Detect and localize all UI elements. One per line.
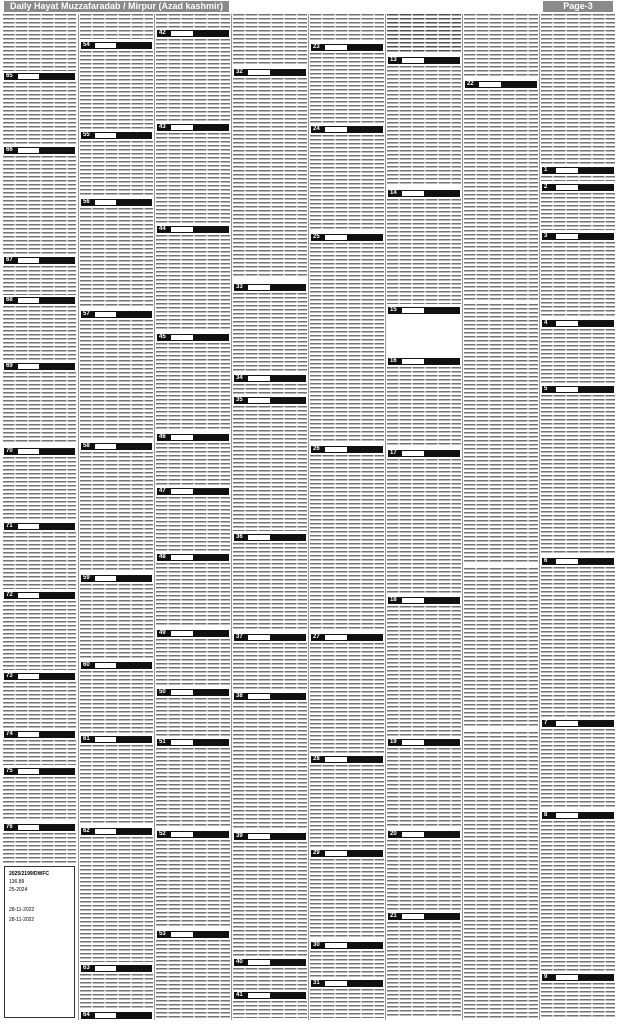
ad-number: 13 (390, 57, 397, 63)
ad-heading-bar (4, 257, 75, 264)
ad-heading-bar (311, 980, 383, 987)
ad-heading-bar (388, 358, 460, 365)
text-block (3, 82, 76, 144)
text-block (541, 567, 615, 717)
text-block (233, 293, 307, 373)
ad-heading-bar (157, 630, 229, 637)
text-block (156, 940, 230, 1018)
text-block (80, 974, 153, 1010)
ad-heading-bar (157, 434, 229, 441)
ad-number: 64 (83, 1012, 90, 1018)
text-block (310, 765, 384, 847)
ad-number: 56 (83, 199, 90, 205)
text-block (80, 141, 153, 196)
ad-heading-bar (157, 488, 229, 495)
column-4 (231, 14, 308, 1020)
ad-heading-bar (388, 307, 460, 314)
ad-heading-bar (81, 575, 152, 582)
ad-heading-bar (388, 450, 460, 457)
ad-number: 3 (544, 233, 548, 239)
notice-date: 25-2024 (9, 887, 28, 893)
ad-number: 53 (159, 931, 166, 937)
text-block (3, 306, 76, 360)
text-block (80, 745, 153, 825)
ad-number: 30 (313, 942, 320, 948)
text-block (3, 156, 76, 254)
text-block (156, 497, 230, 551)
notice-date: 28-11-2022 (9, 917, 35, 923)
ad-number: 22 (467, 81, 474, 87)
ad-number: 25 (313, 234, 320, 240)
ad-heading-bar (234, 397, 306, 404)
notice-amount: 136.89 (9, 879, 25, 885)
ad-heading-bar (4, 297, 75, 304)
ad-heading-bar (311, 756, 383, 763)
ad-heading-bar (157, 334, 229, 341)
ad-number: 69 (6, 363, 13, 369)
ad-number: 59 (83, 575, 90, 581)
text-block (233, 78, 307, 278)
ad-number: 42 (159, 30, 166, 36)
ad-heading-bar (234, 693, 306, 700)
ad-heading-bar (81, 1012, 152, 1019)
ad-number: 58 (83, 443, 90, 449)
text-block (541, 193, 615, 230)
text-block (387, 66, 461, 186)
text-block (233, 643, 307, 690)
text-block (464, 732, 538, 1018)
ad-heading-bar (542, 167, 614, 174)
ad-number: 18 (390, 597, 397, 603)
ad-heading-bar (542, 720, 614, 727)
text-block (3, 682, 76, 728)
column-5 (308, 14, 385, 1020)
text-block (310, 243, 384, 443)
text-block (464, 90, 538, 300)
text-block (541, 329, 615, 383)
ad-number: 5 (544, 386, 548, 392)
text-block (310, 643, 384, 753)
text-block (3, 740, 76, 765)
ad-heading-bar (81, 662, 152, 669)
page-number-label: Page-3 (543, 1, 613, 12)
ad-number: 41 (236, 992, 243, 998)
ad-number: 75 (6, 768, 13, 774)
column-3 (154, 14, 231, 1020)
ad-heading-bar (311, 234, 383, 241)
ad-heading-bar (388, 913, 460, 920)
ad-heading-bar (542, 812, 614, 819)
ad-number: 40 (236, 959, 243, 965)
text-block (3, 14, 76, 71)
text-block (156, 133, 230, 223)
text-block (310, 53, 384, 123)
text-block (541, 395, 615, 555)
ad-heading-bar (234, 284, 306, 291)
ad-heading-bar (4, 363, 75, 370)
ad-number: 20 (390, 831, 397, 837)
ad-heading-bar (234, 833, 306, 840)
ad-number: 55 (83, 132, 90, 138)
text-block (387, 606, 461, 736)
ad-number: 31 (313, 980, 320, 986)
text-block (80, 584, 153, 659)
ad-heading-bar (4, 73, 75, 80)
ad-heading-bar (4, 147, 75, 154)
ad-heading-bar (81, 199, 152, 206)
ad-heading-bar (542, 558, 614, 565)
ad-heading-bar (311, 126, 383, 133)
text-block (541, 821, 615, 971)
text-block (156, 14, 230, 28)
ad-number: 61 (83, 736, 90, 742)
ad-number: 27 (313, 634, 320, 640)
ad-heading-bar (234, 534, 306, 541)
notice-reference: 2025/2199/DWFC (9, 871, 50, 877)
ad-heading-bar (465, 81, 537, 88)
ad-number: 1 (544, 167, 548, 173)
ad-heading-bar (311, 634, 383, 641)
ad-number: 63 (83, 965, 90, 971)
ad-number: 76 (6, 824, 13, 830)
ad-number: 65 (6, 73, 13, 79)
ad-heading-bar (311, 44, 383, 51)
text-block (387, 748, 461, 828)
ad-number: 28 (313, 756, 320, 762)
ad-heading-bar (81, 132, 152, 139)
masthead: Daily Hayat Muzzafaradab / Mirpur (Azad kashmir) (4, 1, 229, 12)
text-block (156, 343, 230, 431)
ad-number: 51 (159, 739, 166, 745)
text-block (156, 748, 230, 828)
ad-number: 34 (236, 375, 243, 381)
text-block (387, 14, 461, 54)
ad-number: 52 (159, 831, 166, 837)
text-block (80, 51, 153, 129)
text-block (3, 372, 76, 444)
ad-number: 38 (236, 693, 243, 699)
ad-heading-bar (81, 42, 152, 49)
text-block (156, 698, 230, 736)
text-block (233, 1001, 307, 1018)
text-block (3, 532, 76, 589)
text-block (541, 242, 615, 317)
text-block (233, 384, 307, 394)
ad-heading-bar (157, 554, 229, 561)
ad-heading-bar (157, 831, 229, 838)
notice-date: 28-11-2022 (9, 907, 35, 913)
ad-number: 4 (544, 320, 548, 326)
ad-heading-bar (81, 311, 152, 318)
ad-number: 44 (159, 226, 166, 232)
ad-heading-bar (542, 974, 614, 981)
ad-number: 49 (159, 630, 166, 636)
ad-number: 29 (313, 850, 320, 856)
ad-heading-bar (542, 184, 614, 191)
column-6 (385, 14, 462, 1020)
ad-number: 62 (83, 828, 90, 834)
ad-number: 43 (159, 124, 166, 130)
text-block (80, 320, 153, 440)
ad-heading-bar (157, 689, 229, 696)
ad-heading-bar (4, 824, 75, 831)
ad-number: 70 (6, 448, 13, 454)
text-block (80, 208, 153, 308)
ad-heading-bar (542, 320, 614, 327)
ad-heading-bar (388, 739, 460, 746)
ad-number: 2 (544, 184, 548, 190)
text-block (3, 457, 76, 520)
column-7 (462, 14, 539, 1020)
ad-number: 21 (390, 913, 397, 919)
text-block (233, 14, 307, 66)
ad-number: 16 (390, 358, 397, 364)
ad-number: 68 (6, 297, 13, 303)
ad-heading-bar (311, 850, 383, 857)
text-block (310, 859, 384, 939)
text-block (464, 304, 538, 564)
text-block (310, 989, 384, 1018)
ad-number: 36 (236, 534, 243, 540)
ad-heading-bar (542, 233, 614, 240)
ad-heading-bar (234, 69, 306, 76)
ad-number: 7 (544, 720, 548, 726)
ad-number: 72 (6, 592, 13, 598)
ad-heading-bar (157, 931, 229, 938)
ad-heading-bar (4, 673, 75, 680)
ad-heading-bar (4, 523, 75, 530)
text-block (387, 459, 461, 594)
ad-heading-bar (81, 736, 152, 743)
ad-heading-bar (81, 443, 152, 450)
ad-number: 32 (236, 69, 243, 75)
ad-number: 46 (159, 434, 166, 440)
ad-number: 39 (236, 833, 243, 839)
legal-notice-box (4, 866, 75, 1018)
ad-heading-bar (234, 959, 306, 966)
ad-heading-bar (311, 942, 383, 949)
ad-heading-bar (81, 965, 152, 972)
text-block (387, 922, 461, 1018)
ad-number: 54 (83, 42, 90, 48)
ad-heading-bar (4, 592, 75, 599)
text-block (156, 235, 230, 331)
text-block (387, 840, 461, 910)
text-block (541, 983, 615, 1018)
ad-heading-bar (81, 828, 152, 835)
page-header (0, 0, 617, 13)
text-block (80, 452, 153, 572)
text-block (464, 568, 538, 728)
ad-number: 23 (313, 44, 320, 50)
ad-number: 74 (6, 731, 13, 737)
ad-number: 67 (6, 257, 13, 263)
ad-number: 71 (6, 523, 13, 529)
ad-number: 8 (544, 812, 548, 818)
text-block (233, 406, 307, 531)
text-block (541, 14, 615, 164)
text-block (156, 840, 230, 928)
ad-number: 48 (159, 554, 166, 560)
ad-number: 14 (390, 190, 397, 196)
text-block (156, 563, 230, 627)
ad-number: 6 (544, 558, 548, 564)
text-block (310, 135, 384, 231)
text-block (541, 176, 615, 181)
text-block (3, 601, 76, 670)
ad-number: 9 (544, 974, 548, 980)
text-block (541, 729, 615, 809)
ad-number: 17 (390, 450, 397, 456)
ad-heading-bar (388, 57, 460, 64)
ad-heading-bar (311, 446, 383, 453)
ad-heading-bar (234, 634, 306, 641)
text-block (310, 951, 384, 977)
ad-heading-bar (234, 992, 306, 999)
ad-number: 60 (83, 662, 90, 668)
ad-number: 24 (313, 126, 320, 132)
text-block (233, 543, 307, 631)
ad-heading-bar (157, 739, 229, 746)
column-1 (2, 14, 77, 1020)
ad-number: 57 (83, 311, 90, 317)
ad-heading-bar (388, 597, 460, 604)
ad-number: 45 (159, 334, 166, 340)
ad-heading-bar (388, 831, 460, 838)
text-block (80, 14, 153, 39)
text-block (80, 837, 153, 962)
ad-number: 26 (313, 446, 320, 452)
column-2 (78, 14, 154, 1020)
text-block (156, 443, 230, 485)
ad-number: 37 (236, 634, 243, 640)
ad-number: 73 (6, 673, 13, 679)
ad-heading-bar (157, 226, 229, 233)
text-block (233, 842, 307, 956)
ad-number: 35 (236, 397, 243, 403)
ad-heading-bar (388, 190, 460, 197)
ad-heading-bar (234, 375, 306, 382)
text-block (464, 14, 538, 78)
text-block (156, 639, 230, 686)
ad-heading-bar (4, 448, 75, 455)
ad-number: 15 (390, 307, 397, 313)
text-block (310, 14, 384, 41)
ad-heading-bar (157, 30, 229, 37)
text-block (80, 671, 153, 733)
text-block (233, 702, 307, 830)
ad-number: 33 (236, 284, 243, 290)
ad-number: 47 (159, 488, 166, 494)
text-block (233, 968, 307, 990)
text-block (310, 455, 384, 630)
ad-heading-bar (4, 731, 75, 738)
ad-number: 50 (159, 689, 166, 695)
column-8 (539, 14, 616, 1020)
ad-heading-bar (157, 124, 229, 131)
ad-number: 66 (6, 147, 13, 153)
text-block (387, 367, 461, 447)
text-block (387, 199, 461, 304)
text-block (3, 833, 76, 863)
text-block (3, 266, 76, 295)
text-block (156, 39, 230, 121)
text-block (3, 777, 76, 821)
ad-heading-bar (4, 768, 75, 775)
ad-heading-bar (542, 386, 614, 393)
ad-number: 19 (390, 739, 397, 745)
